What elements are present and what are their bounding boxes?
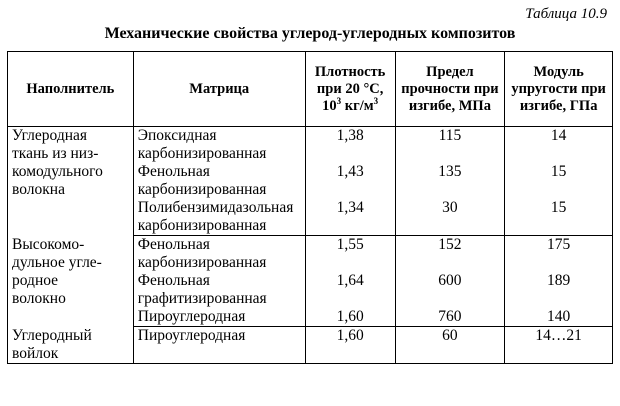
density-cell: 1,38 bbox=[305, 127, 395, 164]
modulus-cell: 14 bbox=[505, 127, 613, 164]
filler-line: войлок bbox=[12, 344, 59, 362]
matrix-cell bbox=[133, 163, 305, 199]
matrix-cell bbox=[133, 272, 305, 308]
filler-line: Высокомо- bbox=[12, 235, 85, 253]
table-row bbox=[8, 327, 613, 364]
header-density-unit-exp: 3 bbox=[373, 95, 379, 106]
modulus-cell: 14…21 bbox=[505, 327, 613, 364]
filler-line: комодульного bbox=[12, 163, 103, 180]
strength-cell: 600 bbox=[395, 272, 505, 308]
header-density-exp: 3 bbox=[336, 95, 342, 106]
table-number: Таблица 10.9 bbox=[525, 6, 607, 22]
density-cell: 1,55 bbox=[305, 236, 395, 273]
strength-cell: 152 bbox=[395, 236, 505, 273]
strength-cell: 60 bbox=[395, 327, 505, 364]
strength-cell: 30 bbox=[395, 199, 505, 236]
modulus-cell: 15 bbox=[505, 199, 613, 236]
table-row bbox=[8, 236, 613, 273]
filler-line: Углеродная bbox=[12, 127, 88, 144]
table-header-row bbox=[8, 52, 613, 127]
matrix-cell bbox=[133, 327, 305, 364]
matrix-line: Пироуглеродная bbox=[137, 308, 246, 325]
modulus-cell: 15 bbox=[505, 163, 613, 199]
header-density bbox=[305, 52, 395, 127]
header-matrix: Матрица bbox=[133, 52, 305, 127]
matrix-line: графитизированная bbox=[137, 290, 267, 307]
header-strength: Предел прочности при изгибе, МПа bbox=[395, 52, 505, 127]
table-title: Механические свойства углерод-углеродных композитов bbox=[104, 25, 516, 42]
density-cell: 1,64 bbox=[305, 272, 395, 308]
matrix-line: Фенольная bbox=[137, 163, 210, 180]
density-cell: 1,60 bbox=[305, 327, 395, 364]
header-filler: Наполнитель bbox=[8, 52, 134, 127]
density-cell: 1,60 bbox=[305, 308, 395, 327]
strength-cell: 135 bbox=[395, 163, 505, 199]
matrix-cell bbox=[133, 199, 305, 236]
strength-cell: 760 bbox=[395, 308, 505, 327]
filler-line: дульное угле- bbox=[12, 253, 102, 271]
strength-cell: 115 bbox=[395, 127, 505, 164]
header-modulus: Модуль упругости при изгибе, ГПа bbox=[505, 52, 613, 127]
matrix-cell bbox=[133, 308, 305, 327]
matrix-line: карбонизированная bbox=[137, 254, 267, 271]
matrix-line: Фенольная bbox=[137, 272, 210, 289]
properties-table bbox=[7, 51, 613, 364]
modulus-cell: 175 bbox=[505, 236, 613, 273]
matrix-line: Фенольная bbox=[137, 236, 210, 253]
filler-line: родное bbox=[12, 271, 59, 289]
matrix-line: карбонизированная bbox=[137, 217, 267, 234]
modulus-cell: 189 bbox=[505, 272, 613, 308]
table-row bbox=[8, 127, 613, 164]
matrix-line: Пироуглеродная bbox=[137, 327, 246, 344]
header-density-line1: Плотность bbox=[314, 63, 386, 80]
header-density-line2: при 20 °С, bbox=[316, 80, 384, 97]
filler-cell bbox=[8, 236, 134, 327]
filler-line: Углеродный bbox=[12, 326, 92, 344]
header-density-unit: кг/м bbox=[341, 97, 374, 114]
matrix-cell bbox=[133, 127, 305, 164]
matrix-cell bbox=[133, 236, 305, 273]
filler-line: ткань из низ- bbox=[12, 145, 99, 162]
filler-line: волокно bbox=[12, 289, 66, 307]
density-cell: 1,34 bbox=[305, 199, 395, 236]
matrix-line: карбонизированная bbox=[137, 145, 267, 162]
matrix-line: карбонизированная bbox=[137, 181, 267, 198]
filler-line: волокна bbox=[12, 181, 65, 198]
filler-cell bbox=[8, 127, 134, 236]
density-cell: 1,43 bbox=[305, 163, 395, 199]
matrix-line: Полибензимидазольная bbox=[137, 199, 294, 216]
filler-cell bbox=[8, 327, 134, 364]
header-density-base: 10 bbox=[322, 97, 337, 114]
matrix-line: Эпоксидная bbox=[137, 127, 217, 144]
modulus-cell: 140 bbox=[505, 308, 613, 327]
